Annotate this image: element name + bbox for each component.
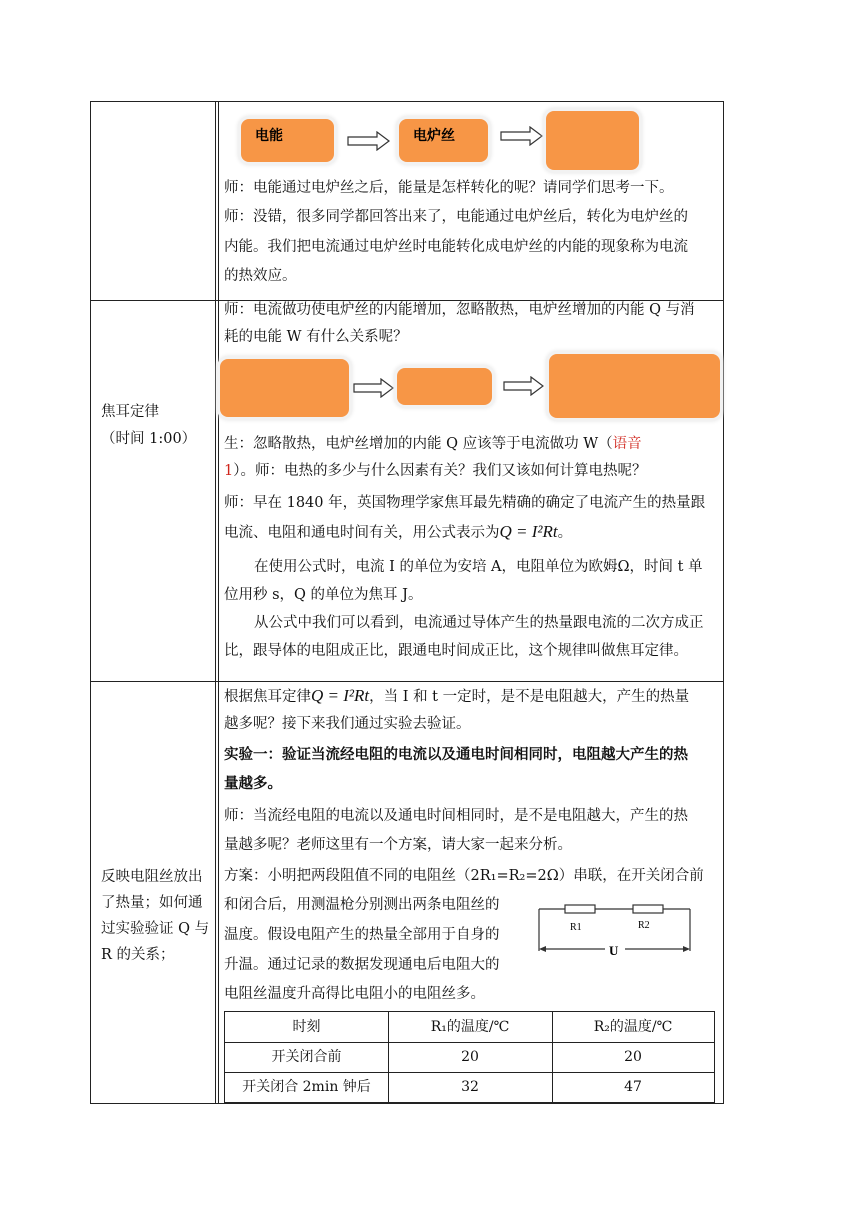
energy-box: [241, 119, 334, 162]
text-line: 方案：小明把两段阻值不同的电阻丝（2R₁=R₂=2Ω）串联，在开关闭合前: [224, 868, 704, 884]
blank-box-3: [549, 354, 720, 418]
row-label-time: （时间 1:00）: [101, 431, 197, 447]
text-line: 温度。假设电阻产生的热量全部用于自身的: [224, 927, 500, 943]
text-line: 在使用公式时，电流 I 的单位为安培 A，电阻单位为欧姆Ω，时间 t 单: [254, 559, 703, 575]
audio-ref: 语音: [612, 436, 642, 452]
text-line: 比，跟导体的电阻成正比，跟通电时间成正比，这个规律叫做焦耳定律。: [224, 643, 688, 659]
text-line: 升温。通过记录的数据发现通电后电阻大的: [224, 957, 500, 973]
blank-box-2: [397, 368, 492, 405]
arrow-right-icon: [503, 376, 545, 396]
temperature-table: [224, 1011, 715, 1103]
experiment-title: 量越多。: [224, 776, 282, 792]
text-line: 师：当流经电阻的电流以及通电时间相同时，是不是电阻越大，产生的热: [224, 808, 688, 824]
question-text: ，当 I 和 t 一定时，是不是电阻越大，产生的热量: [369, 689, 690, 705]
series-circuit-diagram: [537, 901, 693, 961]
label-line: R 的关系；: [101, 947, 175, 963]
arrow-right-icon: [347, 131, 391, 151]
text-line: 师：电流做功使电炉丝的内能增加，忽略散热，电炉丝增加的内能 Q 与消: [224, 302, 695, 318]
voltage-label: U: [609, 943, 619, 958]
label-line: 了热量；如何通: [101, 895, 203, 911]
text-line: 从公式中我们可以看到，电流通过导体产生的热量跟电流的二次方成正: [254, 615, 704, 631]
row-label-experiment: [101, 864, 209, 968]
table-cell: 开关闭合 2min 钟后: [242, 1079, 371, 1095]
joule-formula: Q = I²Rt: [311, 686, 370, 705]
r2-label: R2: [638, 920, 650, 931]
text-line: 耗的电能 W 有什么关系呢？: [224, 329, 408, 345]
text-line: 位用秒 s，Q 的单位为焦耳 J。: [224, 587, 423, 603]
joule-formula: Q = I²Rt: [499, 522, 558, 541]
table-cell: 47: [624, 1079, 642, 1095]
blank-box-1: [220, 359, 349, 417]
table-header: R₂的温度/℃: [593, 1019, 673, 1035]
text-line: 越多呢？接下来我们通过实验去验证。: [224, 716, 471, 732]
text-line: 内能。我们把电流通过电炉丝时电能转化成电炉丝的内能的现象称为电流: [224, 239, 688, 255]
label-line: 过实验验证 Q 与: [101, 921, 210, 937]
text-line: 师：早在 1840 年，英国物理学家焦耳最先精确的确定了电流产生的热量跟: [224, 495, 706, 511]
blank-result-box: [546, 111, 639, 170]
experiment-title: 实验一：验证当流经电阻的电流以及通电时间相同时，电阻越大产生的热: [224, 747, 688, 763]
table-cell: 开关闭合前: [271, 1049, 342, 1065]
column-divider: [215, 102, 216, 1103]
answer-text: 生：忽略散热，电炉丝增加的内能 Q 应该等于电流做功 W（: [224, 436, 613, 452]
text-line: [224, 460, 646, 482]
audio-ref: 1: [224, 463, 234, 479]
energy-box-label: 电能: [255, 128, 283, 144]
text-line: [224, 521, 572, 544]
history-text: 电流、电阻和通电时间有关，用公式表示为: [224, 525, 500, 541]
text-line: [224, 433, 642, 455]
text-line: 和闭合后，用测温枪分别测出两条电阻丝的: [224, 897, 500, 913]
table-header: 时刻: [292, 1019, 321, 1035]
question-text: 根据焦耳定律: [224, 689, 311, 705]
text-line: 师：没错，很多同学都回答出来了，电能通过电炉丝后，转化为电炉丝的: [224, 209, 688, 225]
r1-label: R1: [570, 922, 582, 933]
text-line: 量越多呢？老师这里有一个方案，请大家一起来分析。: [224, 837, 572, 853]
heater-wire-box-label: 电炉丝: [413, 128, 455, 144]
answer-text: ）。师：电热的多少与什么因素有关？我们又该如何计算电热呢？: [233, 463, 647, 479]
table-cell: 20: [624, 1049, 642, 1065]
history-text: 。: [557, 525, 573, 541]
table-header: R₁的温度/℃: [430, 1019, 510, 1035]
arrow-right-icon: [353, 378, 395, 398]
text-line: 的热效应。: [224, 268, 297, 284]
heater-wire-box: [399, 119, 488, 162]
row-label-joule-law: 焦耳定律: [101, 404, 159, 420]
label-line: 反映电阻丝放出: [101, 869, 203, 885]
text-line: [224, 685, 689, 708]
column-divider: [218, 102, 219, 1103]
table-cell: 20: [461, 1049, 479, 1065]
table-cell: 32: [461, 1079, 479, 1095]
arrow-right-icon: [500, 126, 544, 146]
text-line: 电阻丝温度升高得比电阻小的电阻丝多。: [224, 986, 485, 1002]
row-divider: [91, 681, 723, 682]
text-line: 师：电能通过电炉丝之后，能量是怎样转化的呢？请同学们思考一下。: [224, 180, 674, 196]
